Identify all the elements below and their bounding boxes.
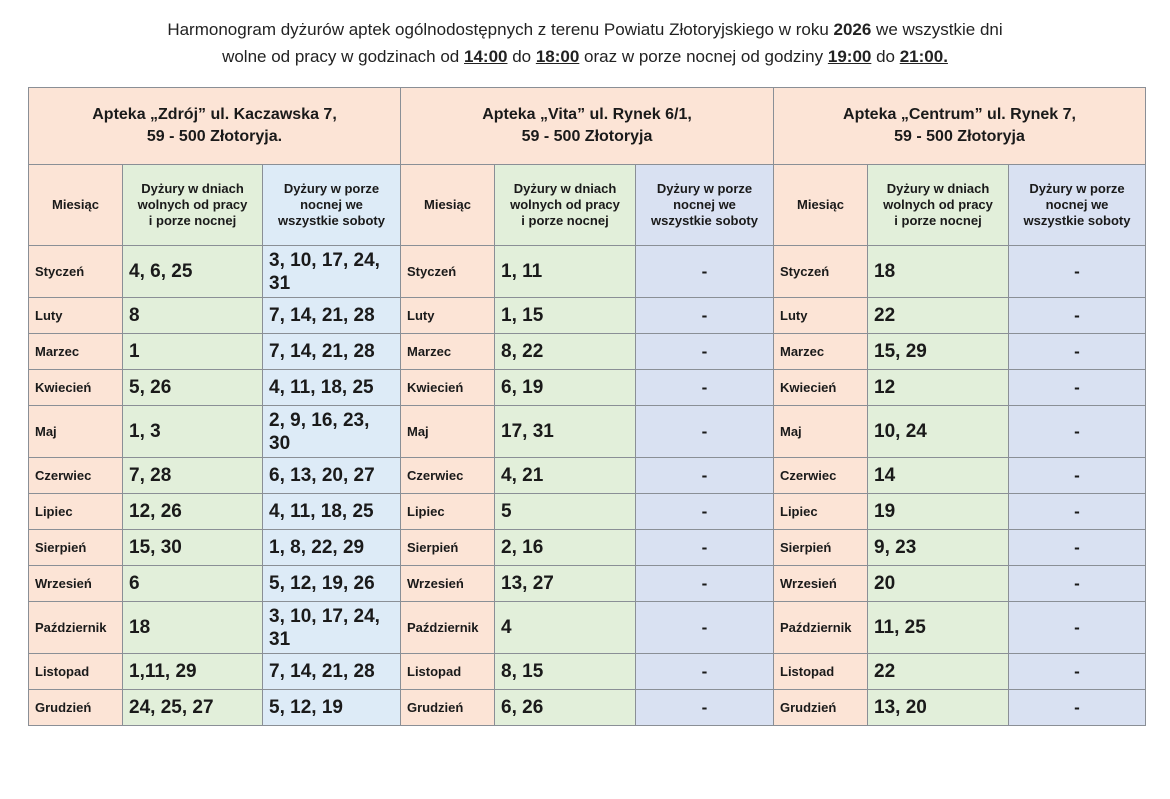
zdroj-saturday-duty: 7, 14, 21, 28 [263, 298, 401, 334]
month-cell: Kwiecień [774, 370, 868, 406]
title-text: wolne od pracy w godzinach od [222, 47, 464, 66]
time-start-day: 14:00 [464, 47, 508, 66]
title-text: we wszystkie dni [871, 20, 1003, 39]
vita-holiday-duty: 8, 15 [495, 654, 636, 690]
month-cell: Kwiecień [401, 370, 495, 406]
vita-holiday-duty: 1, 11 [495, 246, 636, 298]
pharmacy-header-centrum [774, 88, 1146, 165]
title-line-1 [0, 16, 1170, 43]
vita-saturday-duty: - [636, 370, 774, 406]
centrum-saturday-duty: - [1009, 530, 1146, 566]
centrum-saturday-duty: - [1009, 334, 1146, 370]
vita-saturday-duty: - [636, 494, 774, 530]
zdroj-saturday-duty: 7, 14, 21, 28 [263, 654, 401, 690]
col-header-month: Miesiąc [774, 165, 868, 246]
month-cell: Styczeń [29, 246, 123, 298]
month-cell: Listopad [29, 654, 123, 690]
vita-saturday-duty: - [636, 530, 774, 566]
header-text: nocnej we [300, 197, 363, 212]
zdroj-holiday-duty: 1 [123, 334, 263, 370]
header-text: i porze nocnej [521, 213, 609, 228]
vita-saturday-duty: - [636, 246, 774, 298]
centrum-holiday-duty: 9, 23 [868, 530, 1009, 566]
col-header-holidays [495, 165, 636, 246]
zdroj-holiday-duty: 18 [123, 602, 263, 654]
centrum-saturday-duty: - [1009, 654, 1146, 690]
vita-holiday-duty: 2, 16 [495, 530, 636, 566]
header-text: wszystkie soboty [651, 213, 758, 228]
zdroj-holiday-duty: 6 [123, 566, 263, 602]
month-cell: Lipiec [401, 494, 495, 530]
zdroj-saturday-duty: 3, 10, 17, 24, 31 [263, 602, 401, 654]
month-cell: Styczeń [774, 246, 868, 298]
vita-holiday-duty: 5 [495, 494, 636, 530]
month-cell: Wrzesień [29, 566, 123, 602]
vita-holiday-duty: 8, 22 [495, 334, 636, 370]
centrum-holiday-duty: 22 [868, 654, 1009, 690]
vita-holiday-duty: 13, 27 [495, 566, 636, 602]
header-text: Dyżury w dniach [141, 181, 244, 196]
table-row [29, 246, 1146, 298]
vita-holiday-duty: 17, 31 [495, 406, 636, 458]
table-row [29, 458, 1146, 494]
month-cell: Czerwiec [29, 458, 123, 494]
col-header-saturdays [636, 165, 774, 246]
pharmacy-address: 59 - 500 Złotoryja [894, 128, 1025, 145]
centrum-holiday-duty: 20 [868, 566, 1009, 602]
centrum-holiday-duty: 22 [868, 298, 1009, 334]
header-text: wolnych od pracy [510, 197, 620, 212]
zdroj-holiday-duty: 24, 25, 27 [123, 690, 263, 726]
zdroj-holiday-duty: 4, 6, 25 [123, 246, 263, 298]
month-cell: Luty [29, 298, 123, 334]
zdroj-saturday-duty: 3, 10, 17, 24, 31 [263, 246, 401, 298]
centrum-holiday-duty: 12 [868, 370, 1009, 406]
zdroj-holiday-duty: 15, 30 [123, 530, 263, 566]
title-year: 2026 [833, 20, 872, 39]
header-text: i porze nocnej [148, 213, 237, 228]
table-row [29, 566, 1146, 602]
zdroj-saturday-duty: 5, 12, 19, 26 [263, 566, 401, 602]
vita-holiday-duty: 6, 26 [495, 690, 636, 726]
zdroj-saturday-duty: 2, 9, 16, 23, 30 [263, 406, 401, 458]
centrum-saturday-duty: - [1009, 406, 1146, 458]
vita-saturday-duty: - [636, 334, 774, 370]
vita-saturday-duty: - [636, 654, 774, 690]
time-end-day: 18:00 [535, 47, 580, 66]
month-cell: Czerwiec [401, 458, 495, 494]
month-cell: Grudzień [29, 690, 123, 726]
pharmacy-name: Apteka „Centrum” ul. Rynek 7, [843, 106, 1076, 123]
month-cell: Marzec [29, 334, 123, 370]
zdroj-saturday-duty: 6, 13, 20, 27 [263, 458, 401, 494]
title-text: oraz w porze nocnej od godziny [579, 47, 828, 66]
table-row [29, 530, 1146, 566]
centrum-saturday-duty: - [1009, 370, 1146, 406]
vita-saturday-duty: - [636, 406, 774, 458]
centrum-holiday-duty: 13, 20 [868, 690, 1009, 726]
month-cell: Kwiecień [29, 370, 123, 406]
centrum-saturday-duty: - [1009, 458, 1146, 494]
title-line-2 [0, 43, 1170, 70]
zdroj-holiday-duty: 1, 3 [123, 406, 263, 458]
schedule-rows [29, 246, 1146, 726]
centrum-saturday-duty: - [1009, 246, 1146, 298]
month-cell: Listopad [774, 654, 868, 690]
centrum-saturday-duty: - [1009, 298, 1146, 334]
month-cell: Grudzień [401, 690, 495, 726]
header-text: nocnej we [673, 197, 736, 212]
month-cell: Lipiec [774, 494, 868, 530]
vita-saturday-duty: - [636, 602, 774, 654]
pharmacy-address: 59 - 500 Złotoryja [521, 128, 653, 145]
header-text: Dyżury w porze [283, 181, 380, 196]
header-text: i porze nocnej [894, 213, 982, 228]
header-text: Dyżury w dniach [886, 181, 990, 196]
zdroj-saturday-duty: 7, 14, 21, 28 [263, 334, 401, 370]
pharmacy-header-zdroj [29, 88, 401, 165]
month-cell: Listopad [401, 654, 495, 690]
zdroj-holiday-duty: 5, 26 [123, 370, 263, 406]
month-cell: Maj [774, 406, 868, 458]
col-header-holidays [123, 165, 263, 246]
header-text: Dyżury w dniach [513, 181, 617, 196]
table-row [29, 298, 1146, 334]
centrum-saturday-duty: - [1009, 566, 1146, 602]
centrum-holiday-duty: 18 [868, 246, 1009, 298]
vita-saturday-duty: - [636, 298, 774, 334]
col-header-saturdays [1009, 165, 1146, 246]
month-cell: Wrzesień [401, 566, 495, 602]
title-text: do [871, 47, 900, 66]
month-cell: Luty [774, 298, 868, 334]
col-header-month: Miesiąc [29, 165, 123, 246]
pharmacy-header-row [29, 88, 1146, 165]
month-cell: Sierpień [774, 530, 868, 566]
month-cell: Luty [401, 298, 495, 334]
document-title [0, 16, 1170, 70]
centrum-saturday-duty: - [1009, 494, 1146, 530]
month-cell: Maj [401, 406, 495, 458]
centrum-holiday-duty: 14 [868, 458, 1009, 494]
header-text: wszystkie soboty [1023, 213, 1131, 228]
pharmacy-name: Apteka „Zdrój” ul. Kaczawska 7, [92, 106, 337, 123]
month-cell: Czerwiec [774, 458, 868, 494]
zdroj-saturday-duty: 4, 11, 18, 25 [263, 494, 401, 530]
vita-saturday-duty: - [636, 690, 774, 726]
month-cell: Styczeń [401, 246, 495, 298]
month-cell: Marzec [774, 334, 868, 370]
vita-holiday-duty: 1, 15 [495, 298, 636, 334]
zdroj-holiday-duty: 8 [123, 298, 263, 334]
table-row [29, 370, 1146, 406]
vita-holiday-duty: 4, 21 [495, 458, 636, 494]
zdroj-saturday-duty: 1, 8, 22, 29 [263, 530, 401, 566]
month-cell: Październik [401, 602, 495, 654]
month-cell: Grudzień [774, 690, 868, 726]
col-header-month: Miesiąc [401, 165, 495, 246]
col-header-holidays [868, 165, 1009, 246]
zdroj-holiday-duty: 7, 28 [123, 458, 263, 494]
table-row [29, 406, 1146, 458]
centrum-saturday-duty: - [1009, 690, 1146, 726]
time-end-night: 21:00. [899, 47, 948, 66]
table-row [29, 494, 1146, 530]
pharmacy-name: Apteka „Vita” ul. Rynek 6/1, [482, 106, 692, 123]
zdroj-saturday-duty: 4, 11, 18, 25 [263, 370, 401, 406]
month-cell: Marzec [401, 334, 495, 370]
pharmacy-address: 59 - 500 Złotoryja. [146, 128, 283, 145]
table-row [29, 690, 1146, 726]
table-row [29, 654, 1146, 690]
zdroj-holiday-duty: 12, 26 [123, 494, 263, 530]
month-cell: Lipiec [29, 494, 123, 530]
pharmacy-header-vita [401, 88, 774, 165]
centrum-holiday-duty: 19 [868, 494, 1009, 530]
col-header-saturdays [263, 165, 401, 246]
month-cell: Maj [29, 406, 123, 458]
table-row [29, 602, 1146, 654]
header-text: nocnej we [1045, 197, 1109, 212]
header-text: wszystkie soboty [278, 213, 385, 228]
zdroj-holiday-duty: 1,11, 29 [123, 654, 263, 690]
header-text: Dyżury w porze [656, 181, 753, 196]
vita-holiday-duty: 6, 19 [495, 370, 636, 406]
month-cell: Sierpień [29, 530, 123, 566]
zdroj-saturday-duty: 5, 12, 19 [263, 690, 401, 726]
header-text: wolnych od pracy [883, 197, 993, 212]
centrum-saturday-duty: - [1009, 602, 1146, 654]
centrum-holiday-duty: 11, 25 [868, 602, 1009, 654]
centrum-holiday-duty: 15, 29 [868, 334, 1009, 370]
column-header-row [29, 165, 1146, 246]
month-cell: Październik [29, 602, 123, 654]
vita-saturday-duty: - [636, 458, 774, 494]
centrum-holiday-duty: 10, 24 [868, 406, 1009, 458]
month-cell: Wrzesień [774, 566, 868, 602]
title-text: do [507, 47, 536, 66]
month-cell: Październik [774, 602, 868, 654]
table-row [29, 334, 1146, 370]
time-start-night: 19:00 [827, 47, 872, 66]
vita-holiday-duty: 4 [495, 602, 636, 654]
month-cell: Sierpień [401, 530, 495, 566]
title-text: Harmonogram dyżurów aptek ogólnodostępnych z terenu Powiatu Złotoryjskiego w roku [167, 20, 834, 39]
vita-saturday-duty: - [636, 566, 774, 602]
header-text: wolnych od pracy [137, 197, 248, 212]
header-text: Dyżury w porze [1029, 181, 1125, 196]
schedule-table [28, 87, 1146, 726]
